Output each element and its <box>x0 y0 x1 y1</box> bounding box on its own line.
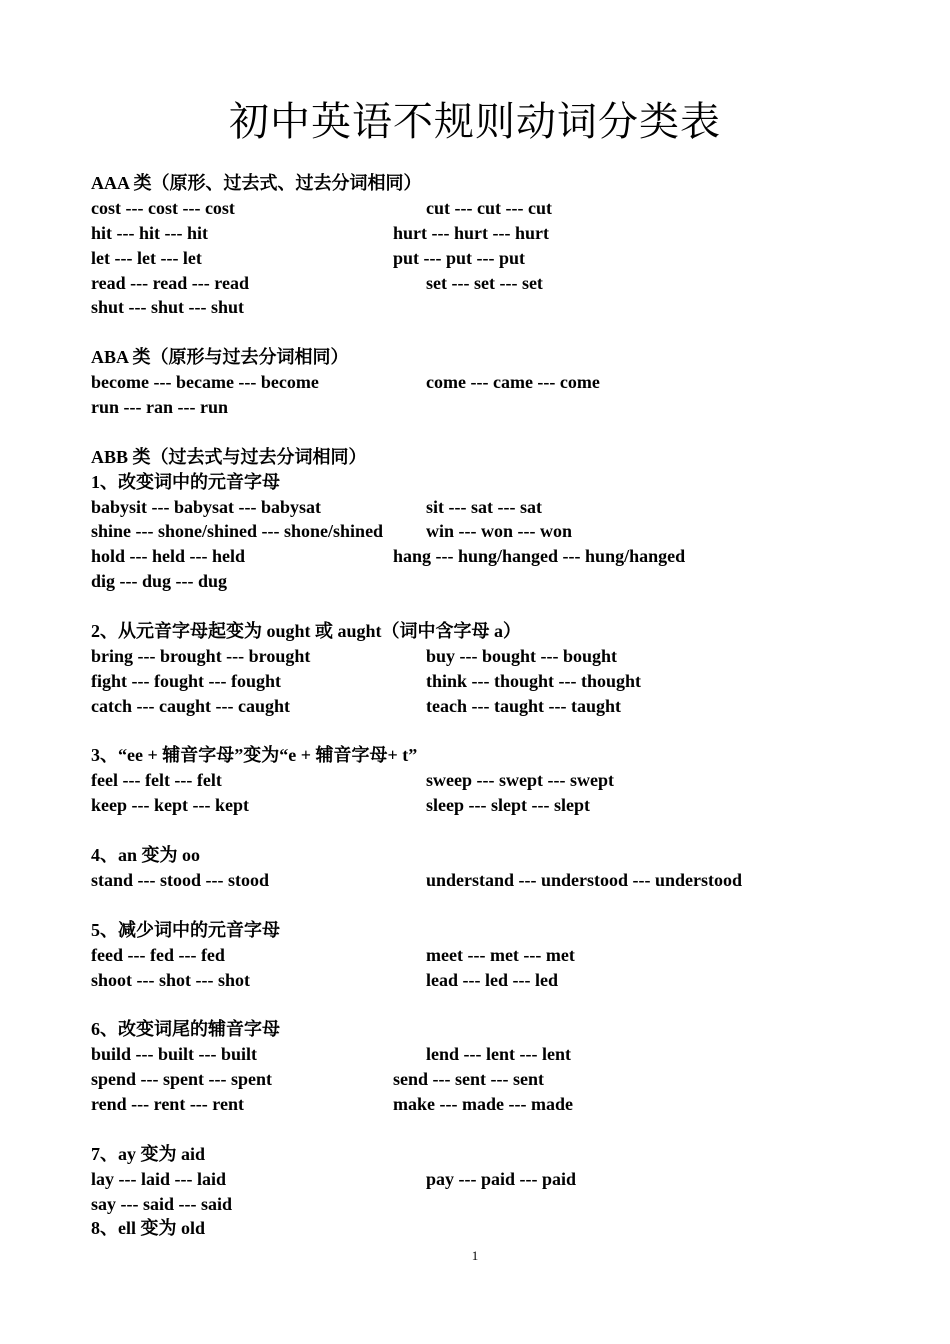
verb-forms-left: read --- read --- read <box>91 272 249 293</box>
verb-row <box>91 271 891 296</box>
verb-row <box>91 495 891 520</box>
section-heading-text: ABB 类（过去式与过去分词相同） <box>91 446 367 467</box>
section-heading-text: ABA 类（原形与过去分词相同） <box>91 347 349 368</box>
verb-forms-left: become --- became --- become <box>91 372 319 393</box>
blank-line <box>91 992 891 1017</box>
document-title: 初中英语不规则动词分类表 <box>229 99 721 145</box>
section-heading <box>91 345 891 370</box>
verb-forms-left: spend --- spent --- spent <box>91 1069 273 1090</box>
section-heading-text: 1、改变词中的元音字母 <box>91 471 280 492</box>
verb-forms-left: build --- built --- built <box>91 1044 258 1065</box>
section-heading <box>91 470 891 495</box>
section-heading <box>91 1216 891 1241</box>
blank-line <box>91 420 891 445</box>
section-heading <box>91 1017 891 1042</box>
section-heading-text: 6、改变词尾的辅音字母 <box>91 1019 280 1040</box>
verb-row <box>91 868 891 893</box>
verb-row <box>91 1092 891 1117</box>
verb-forms-left: lay --- laid --- laid <box>91 1168 226 1189</box>
verb-row <box>91 1167 891 1192</box>
verb-row <box>91 569 891 594</box>
verb-forms-right: sit --- sat --- sat <box>426 496 542 517</box>
section-heading-text: 5、减少词中的元音字母 <box>91 919 280 940</box>
verb-forms-left: shut --- shut --- shut <box>91 297 245 318</box>
verb-forms-right: sweep --- swept --- swept <box>426 770 614 791</box>
verb-row <box>91 644 891 669</box>
verb-forms-right: understand --- understood --- understood <box>426 869 743 890</box>
verb-forms-right: buy --- bought --- bought <box>426 645 618 666</box>
verb-row <box>91 519 891 544</box>
verb-row <box>91 395 891 420</box>
verb-forms-left: hit --- hit --- hit <box>91 222 208 243</box>
verb-forms-left: keep --- kept --- kept <box>91 795 249 816</box>
verb-row <box>91 370 891 395</box>
section-heading-text: 3、“ee + 辅音字母”变为“e + 辅音字母+ t” <box>91 745 418 766</box>
verb-forms-left: let --- let --- let <box>91 247 202 268</box>
section-heading-text: 7、ay 变为 aid <box>91 1143 206 1164</box>
section-heading <box>91 445 891 470</box>
section-heading-text: AAA 类（原形、过去式、过去分词相同） <box>91 173 422 193</box>
verb-forms-right: come --- came --- come <box>426 372 600 393</box>
blank-line <box>91 320 891 345</box>
verb-forms-left: babysit --- babysat --- babysat <box>91 496 322 517</box>
verb-row <box>91 793 891 818</box>
blank-line <box>91 818 891 843</box>
section-heading <box>91 918 891 943</box>
verb-forms-left: bring --- brought --- brought <box>91 645 311 666</box>
verb-forms-right: teach --- taught --- taught <box>426 695 621 716</box>
verb-forms-right: hurt --- hurt --- hurt <box>393 222 549 243</box>
verb-forms-right: lead --- led --- led <box>426 969 558 990</box>
verb-forms-right: send --- sent --- sent <box>393 1069 544 1090</box>
verb-forms-right: cut --- cut --- cut <box>426 197 552 218</box>
page-number: 1 <box>471 1248 479 1263</box>
verb-forms-left: shine --- shone/shined --- shone/shined <box>91 521 384 542</box>
verb-row <box>91 669 891 694</box>
verb-forms-left: feed --- fed --- fed <box>91 944 225 965</box>
verb-forms-left: hold --- held --- held <box>91 546 246 567</box>
section-heading <box>91 619 891 644</box>
verb-forms-left: fight --- fought --- fought <box>91 670 281 691</box>
verb-forms-left: rend --- rent --- rent <box>91 1093 244 1114</box>
verb-forms-right: make --- made --- made <box>393 1093 573 1114</box>
verb-forms-right: lend --- lent --- lent <box>426 1044 571 1065</box>
verb-forms-right: hang --- hung/hanged --- hung/hanged <box>393 546 686 567</box>
verb-forms-left: dig --- dug --- dug <box>91 571 228 592</box>
verb-row <box>91 943 891 968</box>
verb-forms-left: run --- ran --- run <box>91 397 228 418</box>
verb-row <box>91 221 891 246</box>
blank-line <box>91 893 891 918</box>
verb-row <box>91 295 891 320</box>
verb-forms-left: catch --- caught --- caught <box>91 695 290 716</box>
verb-forms-right: win --- won --- won <box>426 521 572 542</box>
verb-row <box>91 196 891 221</box>
section-heading <box>91 743 891 768</box>
section-heading <box>91 171 891 196</box>
verb-row <box>91 1042 891 1067</box>
verb-forms-left: stand --- stood --- stood <box>91 869 270 890</box>
section-heading <box>91 843 891 868</box>
section-heading <box>91 1142 891 1167</box>
verb-forms-right: set --- set --- set <box>426 272 543 293</box>
verb-forms-right: pay --- paid --- paid <box>426 1168 577 1189</box>
blank-line <box>91 1117 891 1142</box>
verb-forms-left: say --- said --- said <box>91 1193 233 1214</box>
blank-line <box>91 594 891 619</box>
verb-forms-right: sleep --- slept --- slept <box>426 795 590 816</box>
verb-row <box>91 968 891 993</box>
section-heading-text: 4、an 变为 oo <box>91 845 201 866</box>
verb-forms-right: meet --- met --- met <box>426 944 575 965</box>
verb-forms-right: put --- put --- put <box>393 247 526 268</box>
verb-forms-left: shoot --- shot --- shot <box>91 969 250 990</box>
verb-row <box>91 1192 891 1217</box>
verb-forms-right: think --- thought --- thought <box>426 670 642 691</box>
verb-row <box>91 694 891 719</box>
section-heading-text: 8、ell 变为 old <box>91 1218 206 1239</box>
verb-row <box>91 768 891 793</box>
verb-table <box>91 171 891 1241</box>
section-heading-text: 2、从元音字母起变为 ought 或 aught（词中含字母 a） <box>91 621 522 642</box>
verb-row <box>91 1067 891 1092</box>
verb-row <box>91 246 891 271</box>
verb-forms-left: cost --- cost --- cost <box>91 197 235 218</box>
verb-row <box>91 544 891 569</box>
blank-line <box>91 719 891 744</box>
verb-forms-left: feel --- felt --- felt <box>91 770 222 791</box>
